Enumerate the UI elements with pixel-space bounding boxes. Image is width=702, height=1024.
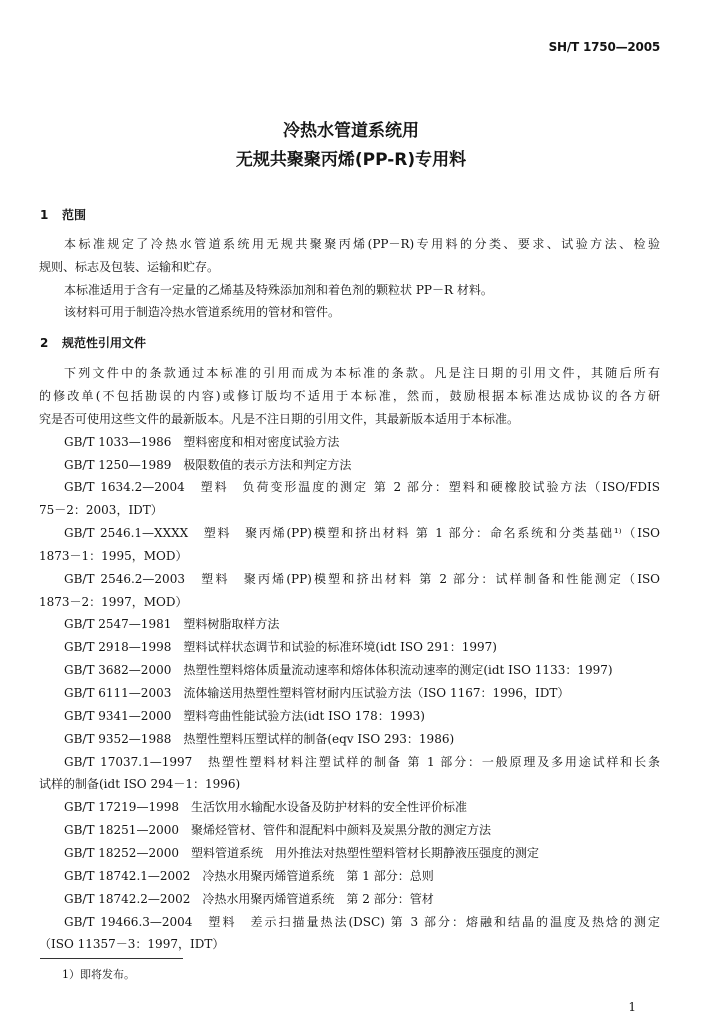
page-number: 1 [628, 1000, 636, 1014]
reference-item: GB/T 9352—1988 热塑性塑料压塑试样的制备(eqv ISO 293：1986) [64, 732, 455, 746]
section-number: 2 [40, 336, 49, 350]
reference-item: GB/T 17037.1—1997 热塑性塑料材料注塑试样的制备 第 1 部分：一般原理及多用途试样和长条 [64, 755, 660, 769]
reference-item-continuation: 75－2：2003，IDT） [39, 503, 163, 517]
reference-item-continuation: 试样的制备(idt ISO 294－1：1996) [39, 777, 241, 791]
reference-item: GB/T 2546.1—XXXX 塑料 聚丙烯(PP)模塑和挤出材料 第 1 部分：命名系统和分类基础¹⁾（ISO [64, 526, 660, 540]
standard-code: SH/T 1750—2005 [548, 40, 660, 54]
reference-item-continuation: 1873－2：1997，MOD） [39, 595, 188, 609]
section-title: 规范性引用文件 [62, 336, 147, 350]
reference-item: GB/T 18252—2000 塑料管道系统 用外推法对热塑性塑料管材长期静液压强度的测定 [64, 846, 539, 860]
section-title: 范围 [62, 208, 87, 222]
reference-item: GB/T 18251—2000 聚烯烃管材、管件和混配料中颜料及炭黑分散的测定方法 [64, 823, 491, 837]
title-line-2: 无规共聚聚丙烯(PP-R)专用料 [235, 150, 467, 170]
paragraph-line: 规则、标志及包装、运输和贮存。 [39, 260, 220, 274]
paragraph-line: 下列文件中的条款通过本标准的引用而成为本标准的条款。凡是注日期的引用文件，其随后所有 [64, 366, 660, 380]
section-2-heading [40, 334, 146, 351]
reference-item-continuation: （ISO 11357－3：1997，IDT） [39, 937, 225, 951]
footnote: 1）即将发布。 [62, 968, 135, 981]
paragraph-line: 本标准规定了冷热水管道系统用无规共聚聚丙烯(PP－R)专用料的分类、要求、试验方法、检验 [64, 237, 660, 251]
section-number: 1 [40, 208, 49, 222]
section-1-heading [40, 206, 86, 223]
reference-item: GB/T 2546.2—2003 塑料 聚丙烯(PP)模塑和挤出材料 第 2 部分：试样制备和性能测定（ISO [64, 572, 660, 586]
reference-item: GB/T 19466.3—2004 塑料 差示扫描量热法(DSC) 第 3 部分：熔融和结晶的温度及热焓的测定 [64, 915, 660, 929]
reference-item: GB/T 2547—1981 塑料树脂取样方法 [64, 617, 280, 631]
paragraph-line: 究是否可使用这些文件的最新版本。凡是不注日期的引用文件，其最新版本适用于本标准。 [39, 412, 520, 426]
reference-item: GB/T 9341—2000 塑料弯曲性能试验方法(idt ISO 178：1993) [64, 709, 425, 723]
reference-item: GB/T 18742.1—2002 冷热水用聚丙烯管道系统 第 1 部分：总则 [64, 869, 434, 883]
reference-item: GB/T 1634.2—2004 塑料 负荷变形温度的测定 第 2 部分：塑料和硬橡胶试验方法（ISO/FDIS [64, 480, 660, 494]
reference-item: GB/T 17219—1998 生活饮用水输配水设备及防护材料的安全性评价标准 [64, 800, 467, 814]
reference-item: GB/T 1250—1989 极限数值的表示方法和判定方法 [64, 458, 352, 472]
reference-item: GB/T 6111—2003 流体输送用热塑性塑料管材耐内压试验方法（ISO 1167：1996，IDT） [64, 686, 570, 700]
reference-item: GB/T 1033—1986 塑料密度和相对密度试验方法 [64, 435, 340, 449]
paragraph-line: 本标准适用于含有一定量的乙烯基及特殊添加剂和着色剂的颗粒状 PP－R 材料。 [64, 283, 493, 297]
reference-item: GB/T 18742.2—2002 冷热水用聚丙烯管道系统 第 2 部分：管材 [64, 892, 434, 906]
reference-item: GB/T 3682—2000 热塑性塑料熔体质量流动速率和熔体体积流动速率的测定(idt ISO 1133：1997) [64, 663, 613, 677]
paragraph-line: 该材料可用于制造冷热水管道系统用的管材和管件。 [64, 305, 341, 319]
paragraph-line: 的修改单(不包括勘误的内容)或修订版均不适用于本标准，然而，鼓励根据本标准达成协议的各方研 [39, 389, 660, 403]
footnote-divider [40, 958, 183, 959]
title-line-1: 冷热水管道系统用 [283, 121, 419, 141]
reference-item-continuation: 1873－1：1995，MOD） [39, 549, 188, 563]
reference-item: GB/T 2918—1998 塑料试样状态调节和试验的标准环境(idt ISO 291：1997) [64, 640, 497, 654]
